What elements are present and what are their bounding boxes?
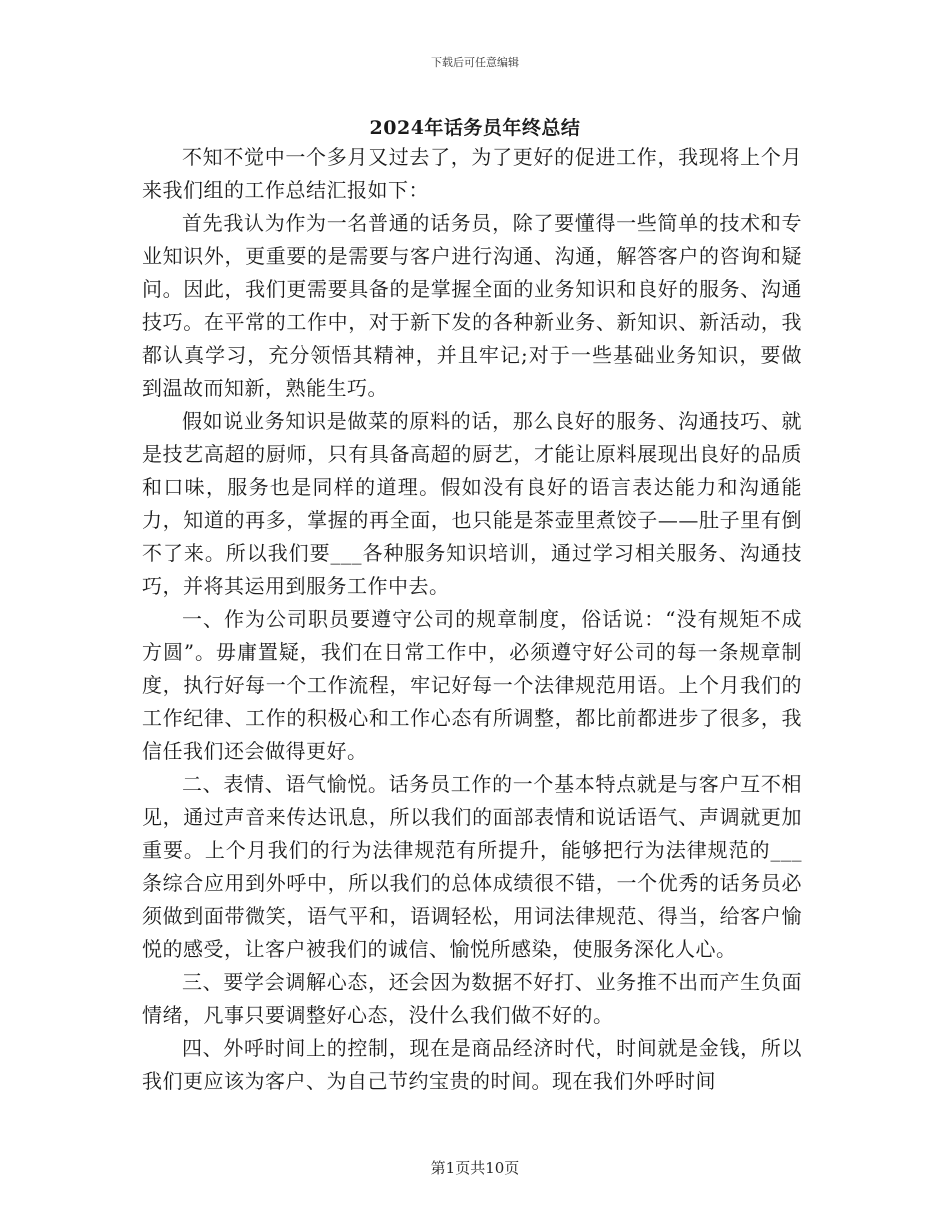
document-body xyxy=(142,141,802,1098)
page-number: 第1页共10页 xyxy=(430,1159,520,1177)
paragraph-point-two: 二、表情、语气愉悦。话务员工作的一个基本特点就是与客户互不相见，通过声音来传达讯息，所以我们的面部表情和说话语气、声调就更加重要。上个月我们的行为法律规范有所提升，能够把行为法律规范的___条综合应用到外呼中，所以我们的总体成绩很不错，一个优秀的话务员必须做到面带微笑，语气平和，语调轻松，用词法律规范、得当，给客户愉悦的感受，让客户被我们的诚信、愉悦所感染，使服务深化人心。 xyxy=(142,772,802,961)
document-title: 2024年话务员年终总结 xyxy=(369,117,581,139)
paragraph-point-one: 一、作为公司职员要遵守公司的规章制度，俗话说：“没有规矩不成方圆”。毋庸置疑，我们在日常工作中，必须遵守好公司的每一条规章制度，执行好每一个工作流程，牢记好每一个法律规范用语。上个月我们的工作纪律、工作的积极心和工作心态有所调整，都比前都进步了很多，我信任我们还会做得更好。 xyxy=(142,607,802,763)
header-note: 下载后可任意编辑 xyxy=(431,56,519,69)
paragraph-point-three: 三、要学会调解心态，还会因为数据不好打、业务推不出而产生负面情绪，凡事只要调整好心态，没什么我们做不好的。 xyxy=(142,970,802,1027)
paragraph-intro: 不知不觉中一个多月又过去了，为了更好的促进工作，我现将上个月来我们组的工作总结汇报如下： xyxy=(142,145,802,202)
paragraph-point-four: 四、外呼时间上的控制，现在是商品经济时代，时间就是金钱，所以我们更应该为客户、为自己节约宝贵的时间。现在我们外呼时间 xyxy=(142,1036,802,1093)
paragraph-skills: 假如说业务知识是做菜的原料的话，那么良好的服务、沟通技巧、就是技艺高超的厨师，只有具备高超的厨艺，才能让原料展现出良好的品质和口味，服务也是同样的道理。假如没有良好的语言表达能力和沟通能力，知道的再多，掌握的再全面，也只能是茶壶里煮饺子——肚子里有倒不了来。所以我们要___各种服务知识培训，通过学习相关服务、沟通技巧，并将其运用到服务工作中去。 xyxy=(142,409,802,598)
paragraph-knowledge: 首先我认为作为一名普通的话务员，除了要懂得一些简单的技术和专业知识外，更重要的是需要与客户进行沟通、沟通，解答客户的咨询和疑问。因此，我们更需要具备的是掌握全面的业务知识和良好的服务、沟通技巧。在平常的工作中，对于新下发的各种新业务、新知识、新活动，我都认真学习，充分领悟其精神，并且牢记;对于一些基础业务知识，要做到温故而知新，熟能生巧。 xyxy=(142,211,802,400)
